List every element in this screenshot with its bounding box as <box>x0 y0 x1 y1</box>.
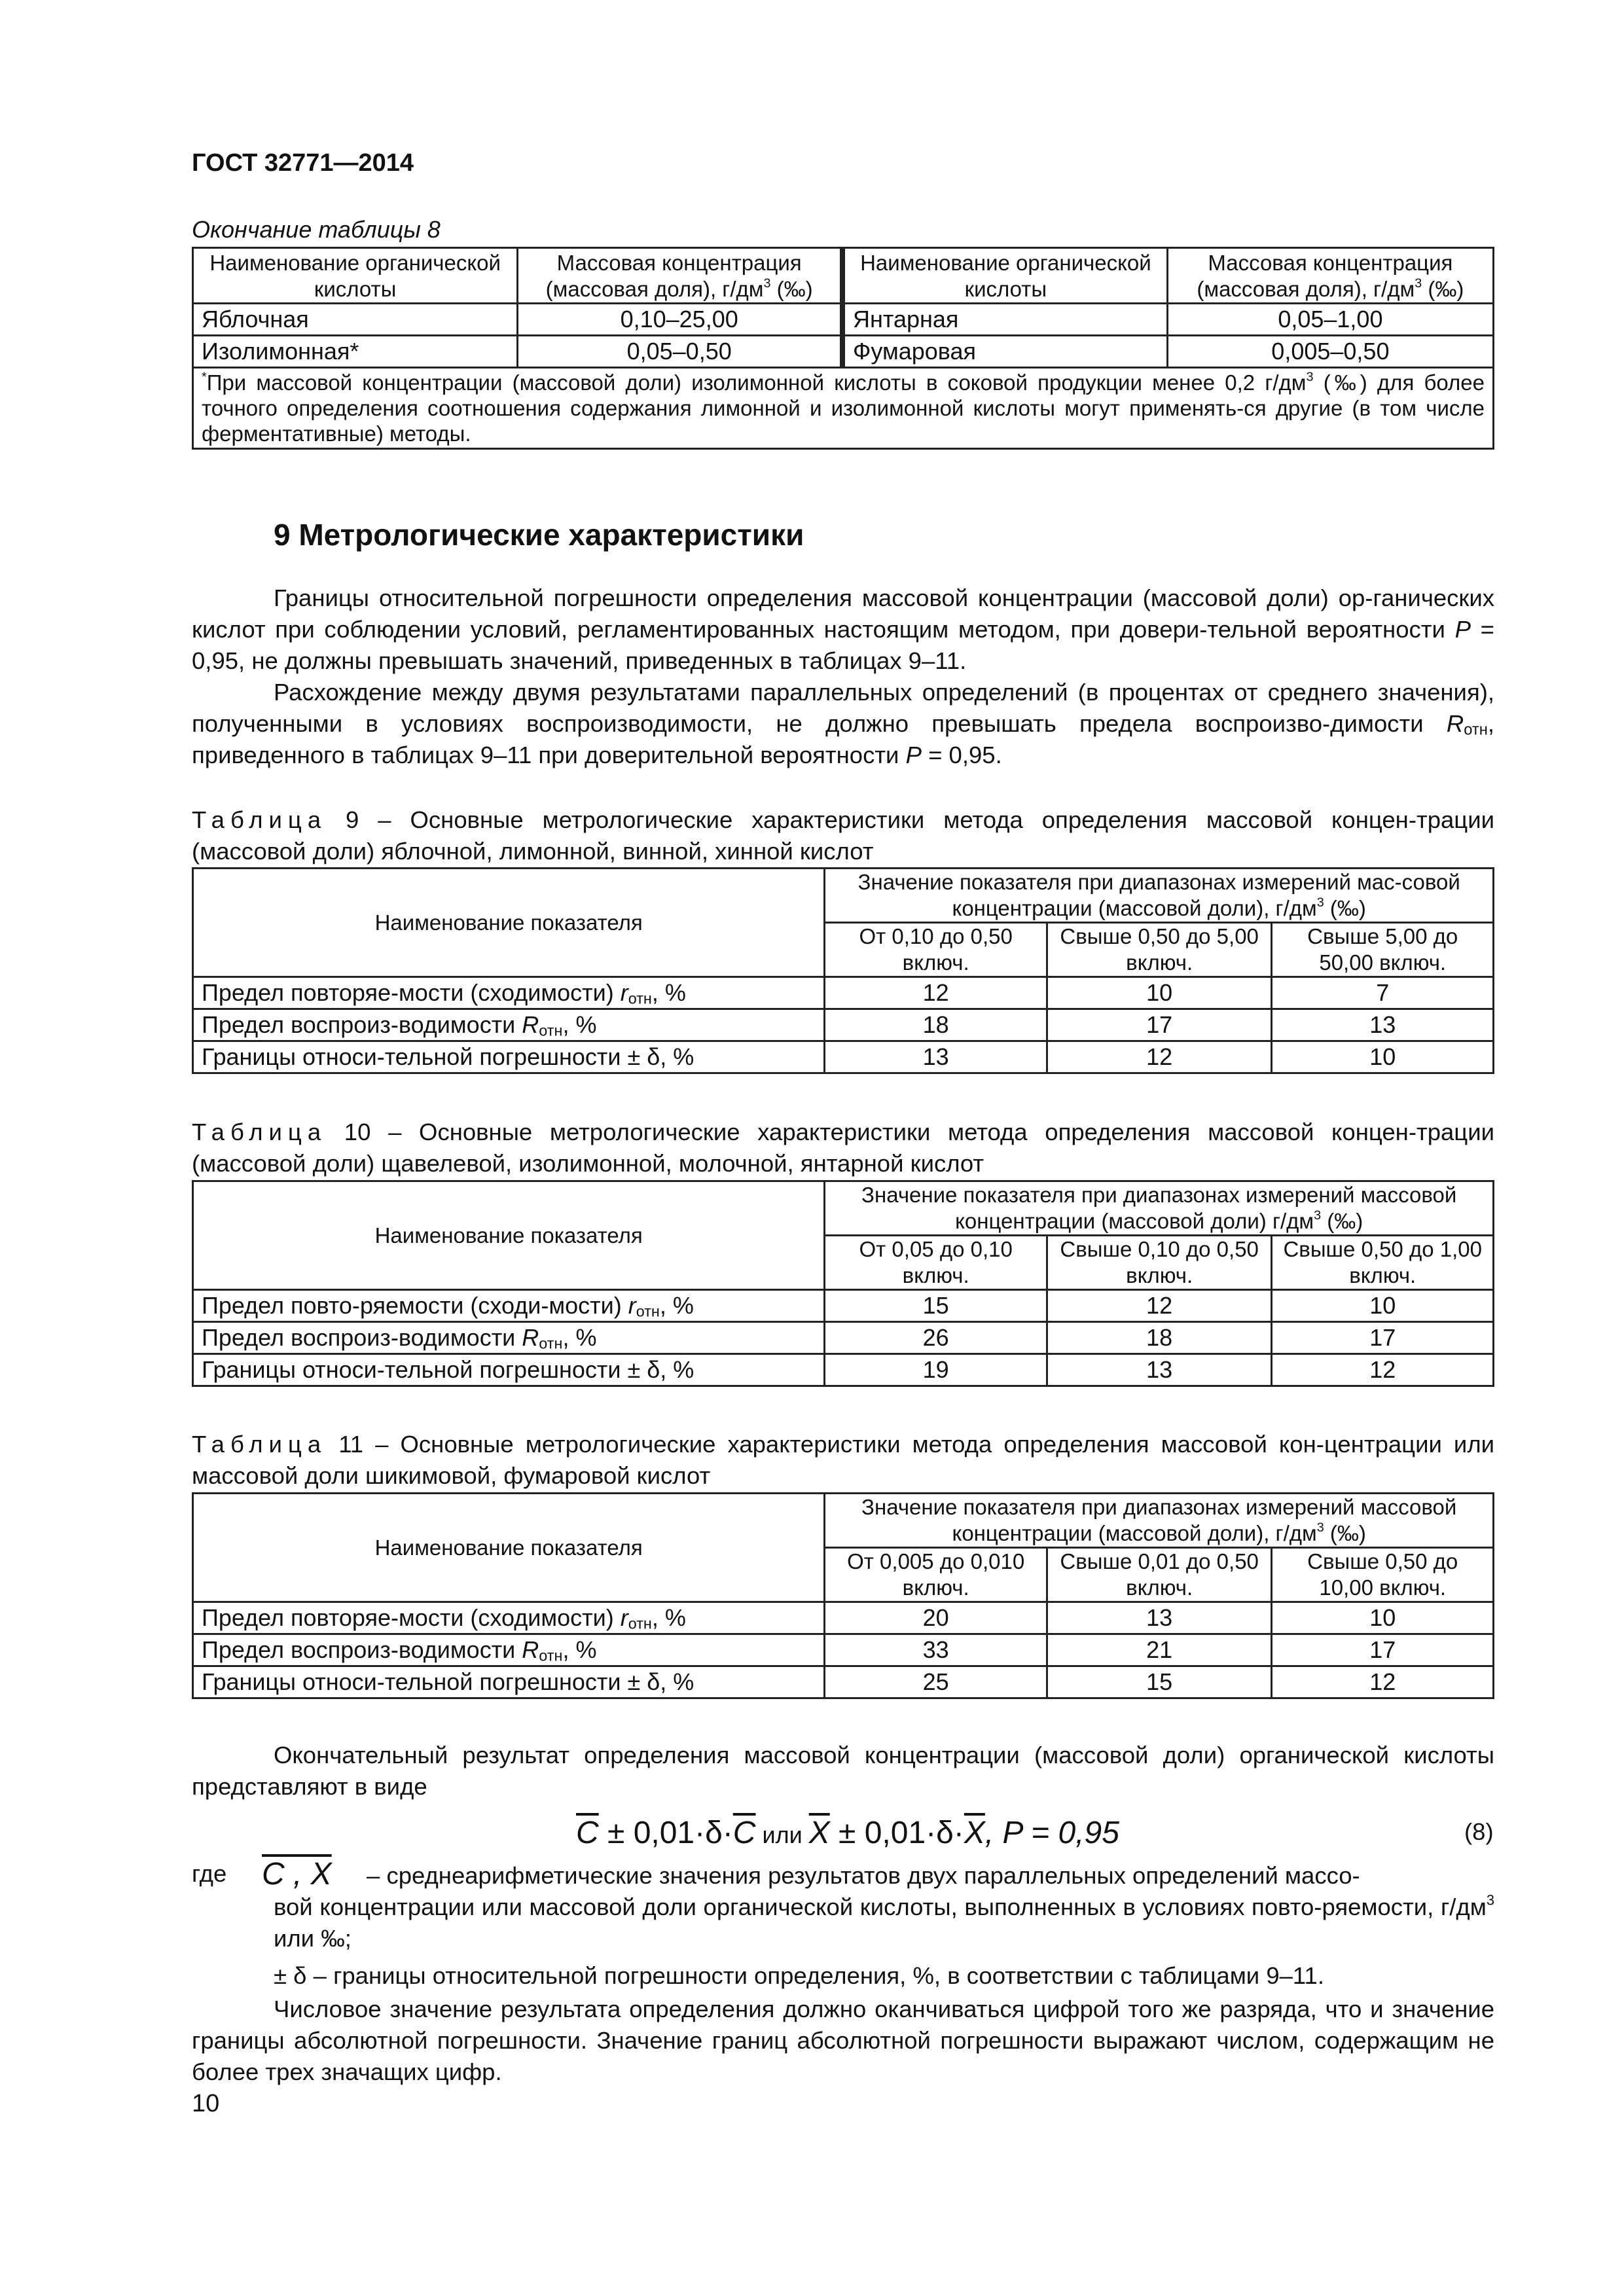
table8-header-row <box>193 248 1494 304</box>
indicator-label: Предел повторяе-мости (сходимости) $r_{отн}$, % <box>193 1602 825 1634</box>
table9 <box>192 867 1494 1074</box>
table8 <box>192 247 1494 450</box>
acid-range: 0,05–1,00 <box>1167 304 1493 336</box>
range-3: Свыше 0,50 до 1,00 включ. <box>1272 1236 1494 1290</box>
table10-caption: Таблица 10 – Основные метрологические характеристики метода определения массовой концен-трации (массовой доли) щавелевой, изолимонной, молочной, янтарной кислот <box>192 1119 1494 1177</box>
final-paragraph: Числовое значение результата определения должно оканчиваться цифрой того же разряда, что и значение границы абсолютной погрешности. Значение границ абсолютной погрешности выражают числом, содержащим не более трех значащих цифр. <box>192 1996 1494 2085</box>
table-row: Предел повторяе-мости (сходимости) $r_{отн}$, % 12 10 7 <box>193 977 1494 1009</box>
indicator-header: Наименование показателя <box>193 869 825 977</box>
indicator-label: Предел воспроиз-водимости $R_{отн}$, % <box>193 1322 825 1354</box>
section-title: 9 Метрологические характеристики <box>274 518 804 552</box>
definition-cx-cont: вой концентрации или массовой доли органической кислоты, выполненных в условиях повто-ряемости, $г/дм^3$ или ‰; <box>274 1892 1494 1952</box>
intro-paragraph-2: Расхождение между двумя результатами параллельных определений (в процентах от среднего значения), полученными в условиях воспроизводимости, не должно превышать предела воспроизво-димости $R_{отн}$, приведенного в таблицах 9–11 при доверительной вероятности P = 0,95. <box>192 679 1494 768</box>
table8-footnote: *При массовой концентрации (массовой доли) изолимонной кислоты в соковой продукции менее 0,2 $г/дм^3$ (‰) для более точного определения соотношения содержания лимонной и изолимонной кислоты могут применять-ся другие (в том числе ферментативные) методы. <box>193 368 1494 449</box>
range-2: Свыше 0,50 до 5,00 включ. <box>1047 923 1272 977</box>
table-row: Предел воспроиз-водимости $R_{отн}$, % 33 21 17 <box>193 1634 1494 1666</box>
indicator-label: Предел воспроиз-водимости $R_{отн}$, % <box>193 1634 825 1666</box>
definition-cx: – среднеарифметические значения результатов двух параллельных определений массо- <box>367 1862 1360 1889</box>
where-label: где <box>192 1860 227 1887</box>
table-row: Предел воспроиз-водимости $R_{отн}$, % 26 18 17 <box>193 1322 1494 1354</box>
indicator-label: Границы относи-тельной погрешности ± δ, % <box>193 1041 825 1073</box>
range-2: Свыше 0,10 до 0,50 включ. <box>1047 1236 1272 1290</box>
indicator-label: Границы относи-тельной погрешности ± δ, % <box>193 1354 825 1386</box>
equation-number: (8) <box>1464 1818 1494 1845</box>
indicator-label: Границы относи-тельной погрешности ± δ, % <box>193 1666 825 1698</box>
table-row <box>193 336 1494 368</box>
range-1: От 0,05 до 0,10 включ. <box>825 1236 1047 1290</box>
result-intro: Окончательный результат определения массовой концентрации (массовой доли) органической кислоты представляют в виде <box>192 1742 1494 1800</box>
acid-range: 0,10–25,00 <box>518 304 842 336</box>
range-3: Свыше 5,00 до 50,00 включ. <box>1272 923 1494 977</box>
acid-name: Фумаровая <box>842 336 1167 368</box>
table8-header-conc: Массовая концентрация (массовая доля), $г/дм^3$ (‰) <box>518 248 842 304</box>
table10 <box>192 1180 1494 1387</box>
indicator-label: Предел воспроиз-водимости $R_{отн}$, % <box>193 1009 825 1041</box>
formula-8: $\overline{C} \pm 0,01\cdot\delta\cdot\overline{C}$ или $\overline{X} \pm 0,01\cdot\delta\cdot\overline{X}$, P = 0,95 <box>576 1816 1119 1850</box>
ranges-header: Значение показателя при диапазонах измерений массовой концентрации (массовой доли), $г/дм^3$ (‰) <box>825 1494 1494 1548</box>
intro-paragraph-1: Границы относительной погрешности определения массовой концентрации (массовой доли) ор-ганических кислот при соблюдении условий, регламентированных настоящим методом, при довери-тельной вероятности P = 0,95, не должны превышать значений, приведенных в таблицах 9–11. <box>192 584 1494 674</box>
table-row: Предел воспроиз-водимости $R_{отн}$, % 18 17 13 <box>193 1009 1494 1041</box>
acid-range: 0,005–0,50 <box>1167 336 1493 368</box>
acid-name: Янтарная <box>842 304 1167 336</box>
table9-caption: Таблица 9 – Основные метрологические характеристики метода определения массовой концен-трации (массовой доли) яблочной, лимонной, винной, хинной кислот <box>192 806 1494 865</box>
page-number: 10 <box>192 2090 220 2117</box>
table-row <box>193 304 1494 336</box>
table8-caption: Окончание таблицы 8 <box>192 216 441 243</box>
table8-footnote-row <box>193 368 1494 449</box>
indicator-label: Предел повторяе-мости (сходимости) $r_{отн}$, % <box>193 977 825 1009</box>
ranges-header: Значение показателя при диапазонах измерений массовой концентрации (массовой доли) $г/дм^3$ (‰) <box>825 1181 1494 1236</box>
table-row: Предел повторяе-мости (сходимости) $r_{отн}$, % 20 13 10 <box>193 1602 1494 1634</box>
indicator-label: Предел повто-ряемости (сходи-мости) $r_{отн}$, % <box>193 1290 825 1322</box>
indicator-header: Наименование показателя <box>193 1181 825 1290</box>
range-2: Свыше 0,01 до 0,50 включ. <box>1047 1548 1272 1602</box>
table8-header-name: Наименование органической кислоты <box>193 248 518 304</box>
indicator-header: Наименование показателя <box>193 1494 825 1602</box>
range-3: Свыше 0,50 до 10,00 включ. <box>1272 1548 1494 1602</box>
intro-text <box>192 583 1494 771</box>
table11-caption: Таблица 11 – Основные метрологические характеристики метода определения массовой кон-центрации или массовой доли шикимовой, фумаровой кислот <box>192 1431 1495 1489</box>
table8-header-conc-2: Массовая концентрация (массовая доля), $г/дм^3$ (‰) <box>1167 248 1493 304</box>
table-row: Границы относи-тельной погрешности ± δ, % 25 15 12 <box>193 1666 1494 1698</box>
table-row: Предел повто-ряемости (сходи-мости) $r_{отн}$, % 15 12 10 <box>193 1290 1494 1322</box>
where-symbols: C , X <box>262 1857 332 1892</box>
acid-name: Изолимонная* <box>193 336 518 368</box>
document-header: ГОСТ 32771—2014 <box>192 149 414 177</box>
range-1: От 0,10 до 0,50 включ. <box>825 923 1047 977</box>
table-row: Границы относи-тельной погрешности ± δ, % 19 13 12 <box>193 1354 1494 1386</box>
ranges-header: Значение показателя при диапазонах измерений мас-совой концентрации (массовой доли), $г/дм^3$ (‰) <box>825 869 1494 923</box>
definition-delta: ± δ – границы относительной погрешности определения, %, в соответствии с таблицами 9–11. <box>274 1962 1324 1989</box>
acid-name: Яблочная <box>193 304 518 336</box>
table8-header-name-2: Наименование органической кислоты <box>842 248 1167 304</box>
range-1: От 0,005 до 0,010 включ. <box>825 1548 1047 1602</box>
acid-range: 0,05–0,50 <box>518 336 842 368</box>
table-row: Границы относи-тельной погрешности ± δ, % 13 12 10 <box>193 1041 1494 1073</box>
table11 <box>192 1492 1494 1699</box>
